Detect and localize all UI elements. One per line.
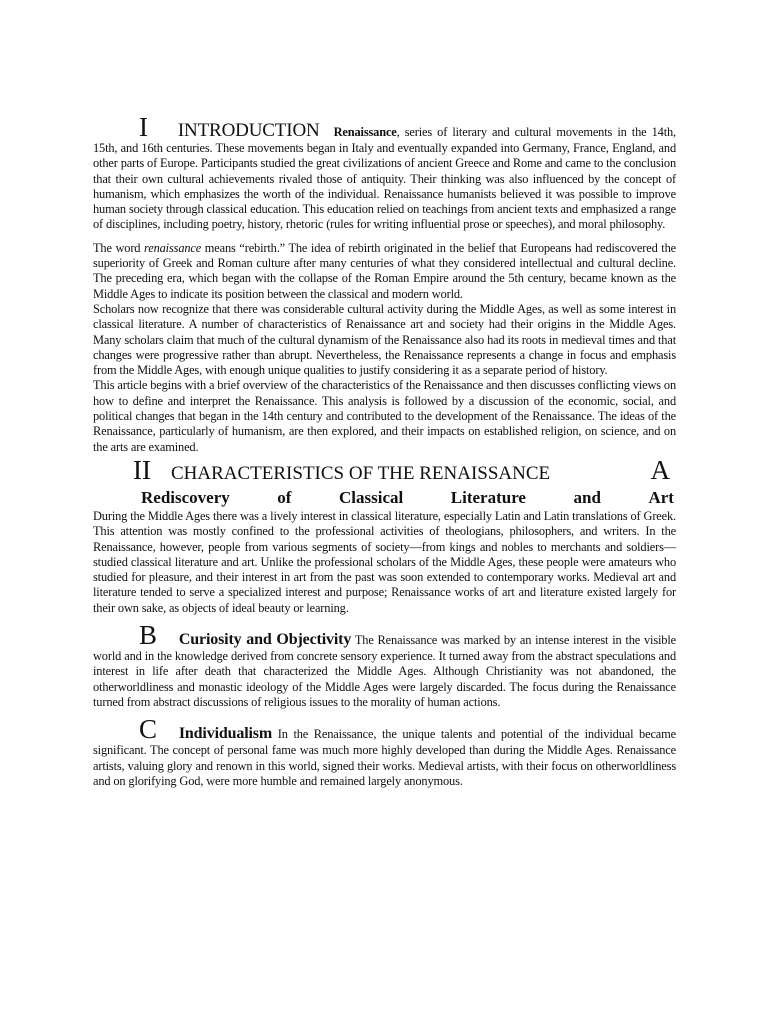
subsection-letter: C xyxy=(139,714,157,745)
paragraph-text: , series of literary and cultural movements in the 14th, 15th, and 16th centuries. These movements began in Italy and eventually expanded into Germany, France, England, and other parts of Europe. Participants studied the great civilizations of ancient Greece and Rome and came to the conclusion that their own cultural achievements rivaled those of antiquity. Their thinking was also influenced by the concept of humanism, which emphasizes the worth of the individual. Renaissance humanists believed it was possible to improve human society through classical education. This education relied on teachings from ancient texts and emphasized a range of disciplines, including poetry, history, rhetoric (rules for writing influential prose or speeches), and moral philosophy. xyxy=(93,125,676,232)
heading-word: Literature xyxy=(450,487,526,507)
intro-paragraph-3: Scholars now recognize that there was considerable cultural activity during the Middle Ages, as well as some interest in classical literature. A number of characteristics of Renaissance art and society had their origins in the Middle Ages. Many scholars claim that much of the cultural dynamism of the Renaissance also had its roots in medieval times and that changes were progressive rather than abrupt. Nevertheless, the Renaissance represents a change in focus and emphasis from the Middle Ages, with enough unique qualities to justify considering it as a separate period of history. xyxy=(93,301,676,378)
section-a-paragraph: During the Middle Ages there was a lively interest in classical literature, especially Latin and Latin translations of Greek. This attention was mostly confined to the professional activities of theologians, philosophers, and writers. In the Renaissance, however, people from various segments of society—from kings and nobles to merchants and soldiers—studied classical literature and art. Unlike the professional scholars of the Middle Ages, these people were amateurs who studied for pleasure, and their interest in art from the past was soon extended to contemporary works. Medieval art and literature tended to serve a specialized interest and purpose; Renaissance works of art and literature existed largely for their own sake, as objects of ideal beauty or learning. xyxy=(93,508,676,615)
subsection-letter: A xyxy=(650,454,670,485)
paragraph-text: In the Renaissance, the unique talents and potential of the individual became significant. The concept of personal fame was much more highly developed than during the Middle Ages. Renaissance artists, valuing glory and renown in this world, signed their works. Medieval artists, with their focus on otherworldliness and on glorifying God, were more humble and remained largely anonymous. xyxy=(93,727,676,788)
document-page xyxy=(93,114,676,789)
section-heading: CHARACTERISTICS OF THE RENAISSANCE xyxy=(170,462,551,484)
subsection-a-heading xyxy=(93,487,676,509)
section-2-heading xyxy=(93,454,676,487)
paragraph-text: The Renaissance was marked by an intense interest in the visible world and in the knowledge derived from concrete sensory experience. It turned away from the abstract speculations and interest in life after death that characterized the Middle Ages. Although Christianity was not abandoned, the otherworldliness and monastic ideology of the Middle Ages were largely discarded. The focus during the Renaissance turned from abstract discussions of religious issues to the morality of human actions. xyxy=(93,633,676,709)
subsection-heading: Curiosity and Objectivity xyxy=(178,631,352,649)
heading-word: of xyxy=(277,487,292,507)
paragraph-text: The word xyxy=(93,240,145,255)
section-numeral: I xyxy=(139,112,148,142)
heading-word: Rediscovery xyxy=(141,487,230,507)
spacer xyxy=(93,233,676,241)
italic-term: renaissance xyxy=(144,240,202,255)
heading-word: and xyxy=(573,487,601,507)
subsection-heading: Individualism xyxy=(178,725,273,743)
heading-word: Art xyxy=(648,487,674,507)
section-b-paragraph xyxy=(93,622,676,710)
term-bold: Renaissance xyxy=(333,125,397,139)
paragraph-text: means “rebirth.” The idea of rebirth originated in the belief that Europeans had rediscovered the superiority of Greek and Roman culture after many centuries of what they considered intellectual and cultural decline. The preceding era, which began with the collapse of the Roman Empire around the 5th century, became known as the Middle Ages to indicate its position between the classical and modern world. xyxy=(93,240,676,301)
intro-paragraph-2 xyxy=(93,241,676,302)
section-heading: INTRODUCTION xyxy=(177,120,320,141)
section-numeral: II xyxy=(133,454,151,485)
subsection-letter: B xyxy=(139,620,157,651)
section-c-paragraph xyxy=(93,716,676,789)
intro-paragraph-1 xyxy=(93,114,676,233)
heading-word: Classical xyxy=(339,487,404,507)
intro-paragraph-4: This article begins with a brief overview of the characteristics of the Renaissance and then discusses conflicting views on how to define and interpret the Renaissance. This analysis is followed by a discussion of the economic, social, and political changes that began in the 14th century and contributed to the development of the Renaissance. The ideas of the Renaissance, particularly of humanism, are then explored, and their impacts on established religion, on science, and on the arts are examined. xyxy=(93,378,676,454)
